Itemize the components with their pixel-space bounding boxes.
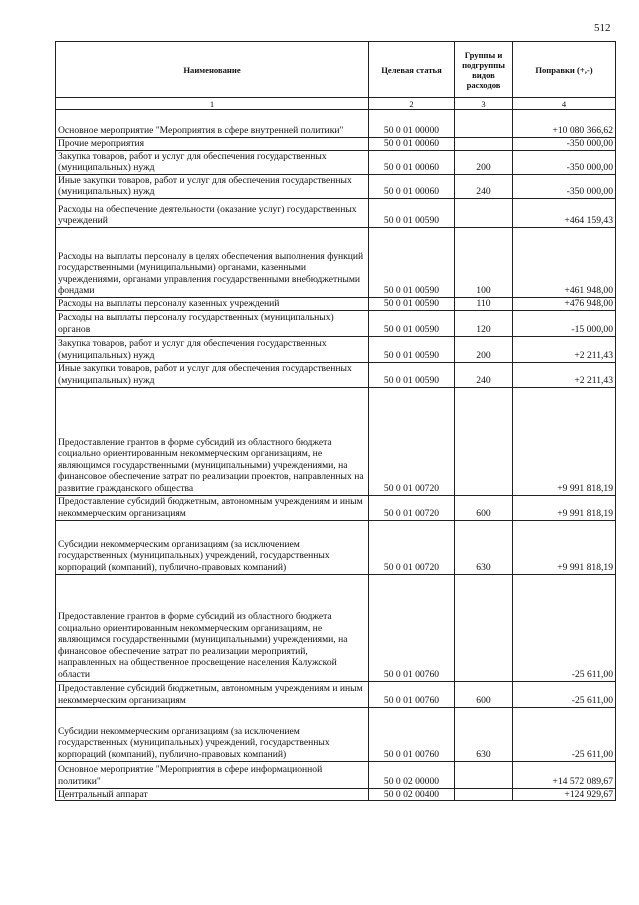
row-code-cell: 50 0 01 00720 <box>369 387 455 495</box>
row-code-cell: 50 0 01 00590 <box>369 362 455 387</box>
row-group-cell <box>455 387 513 495</box>
row-amount-cell: +464 159,43 <box>513 198 616 227</box>
header-name: Наименование <box>56 42 369 98</box>
row-name-cell: Расходы на обеспечение деятельности (оказание услуг) государственных учреждений <box>56 198 369 227</box>
row-group-cell <box>455 574 513 681</box>
row-amount-cell: +9 991 818,19 <box>513 520 616 574</box>
row-group-cell <box>455 138 513 151</box>
table-row <box>56 227 616 297</box>
row-group-cell: 630 <box>455 707 513 761</box>
column-number: 4 <box>513 98 616 110</box>
row-group-cell: 100 <box>455 227 513 297</box>
row-amount-cell: -15 000,00 <box>513 310 616 336</box>
row-name-cell: Предоставление субсидий бюджетным, автономным учреждениям и иным некоммерческим организациям <box>56 495 369 520</box>
row-name-cell: Субсидии некоммерческим организациям (за исключением государственных (муниципальных) учреждений, государственных корпораций (компаний), публично-правовых компаний) <box>56 707 369 761</box>
table-row <box>56 297 616 310</box>
row-amount-cell: +461 948,00 <box>513 227 616 297</box>
row-code-cell: 50 0 01 00590 <box>369 227 455 297</box>
table-row <box>56 495 616 520</box>
row-name-cell: Расходы на выплаты персоналу в целях обеспечения выполнения функций государственными (муниципальными) органами, казенными учреждениями, органами управления государственными внебюджетными фондами <box>56 227 369 297</box>
budget-amendments-table <box>55 41 616 801</box>
row-amount-cell: +10 080 366,62 <box>513 110 616 138</box>
row-code-cell: 50 0 01 00000 <box>369 110 455 138</box>
table-row <box>56 788 616 801</box>
row-amount-cell: +2 211,43 <box>513 362 616 387</box>
row-group-cell: 600 <box>455 495 513 520</box>
row-code-cell: 50 0 01 00590 <box>369 336 455 362</box>
table-row <box>56 681 616 707</box>
row-code-cell: 50 0 01 00060 <box>369 174 455 198</box>
header-code: Целевая статья <box>369 42 455 98</box>
row-code-cell: 50 0 02 00400 <box>369 788 455 801</box>
row-amount-cell: -25 611,00 <box>513 707 616 761</box>
row-code-cell: 50 0 01 00720 <box>369 520 455 574</box>
row-group-cell: 240 <box>455 362 513 387</box>
row-name-cell: Закупка товаров, работ и услуг для обеспечения государственных (муниципальных) нужд <box>56 150 369 174</box>
table-row <box>56 310 616 336</box>
row-group-cell <box>455 198 513 227</box>
row-group-cell: 200 <box>455 150 513 174</box>
table-row <box>56 387 616 495</box>
row-group-cell <box>455 761 513 788</box>
row-name-cell: Прочие мероприятия <box>56 138 369 151</box>
table-row <box>56 707 616 761</box>
table-row <box>56 174 616 198</box>
page-number: 512 <box>594 22 611 34</box>
row-name-cell: Расходы на выплаты персоналу государственных (муниципальных) органов <box>56 310 369 336</box>
row-name-cell: Предоставление грантов в форме субсидий из областного бюджета социально ориентированным некоммерческим организациям, не являющимся государственными (муниципальными) учреждениями, на финансовое обеспечение затрат по реализации мероприятий, направленных на общественное просвещение населения Калужской области <box>56 574 369 681</box>
table-row <box>56 138 616 151</box>
table-row <box>56 761 616 788</box>
row-amount-cell: -350 000,00 <box>513 150 616 174</box>
row-group-cell: 110 <box>455 297 513 310</box>
row-code-cell: 50 0 01 00590 <box>369 310 455 336</box>
table-row <box>56 574 616 681</box>
table-row <box>56 150 616 174</box>
row-group-cell: 120 <box>455 310 513 336</box>
row-code-cell: 50 0 01 00720 <box>369 495 455 520</box>
row-code-cell: 50 0 01 00590 <box>369 198 455 227</box>
row-code-cell: 50 0 01 00590 <box>369 297 455 310</box>
table-row <box>56 362 616 387</box>
row-group-cell: 630 <box>455 520 513 574</box>
row-group-cell: 240 <box>455 174 513 198</box>
column-number: 2 <box>369 98 455 110</box>
header-group: Группы и подгруппы видов расходов <box>455 42 513 98</box>
row-amount-cell: +9 991 818,19 <box>513 387 616 495</box>
row-code-cell: 50 0 01 00760 <box>369 574 455 681</box>
row-amount-cell: -350 000,00 <box>513 138 616 151</box>
row-name-cell: Центральный аппарат <box>56 788 369 801</box>
row-name-cell: Предоставление субсидий бюджетным, автономным учреждениям и иным некоммерческим организациям <box>56 681 369 707</box>
row-amount-cell: +124 929,67 <box>513 788 616 801</box>
header-amount: Поправки (+,-) <box>513 42 616 98</box>
row-amount-cell: +2 211,43 <box>513 336 616 362</box>
row-code-cell: 50 0 02 00000 <box>369 761 455 788</box>
table-row <box>56 110 616 138</box>
row-name-cell: Закупка товаров, работ и услуг для обеспечения государственных (муниципальных) нужд <box>56 336 369 362</box>
row-amount-cell: -350 000,00 <box>513 174 616 198</box>
row-name-cell: Основное мероприятие "Мероприятия в сфере информационной политики" <box>56 761 369 788</box>
column-number: 1 <box>56 98 369 110</box>
row-group-cell: 200 <box>455 336 513 362</box>
row-group-cell <box>455 110 513 138</box>
row-name-cell: Расходы на выплаты персоналу казенных учреждений <box>56 297 369 310</box>
row-amount-cell: -25 611,00 <box>513 681 616 707</box>
row-amount-cell: -25 611,00 <box>513 574 616 681</box>
table-header-row <box>56 42 616 98</box>
table-row <box>56 336 616 362</box>
row-name-cell: Иные закупки товаров, работ и услуг для обеспечения государственных (муниципальных) нужд <box>56 362 369 387</box>
table-row <box>56 198 616 227</box>
row-name-cell: Субсидии некоммерческим организациям (за исключением государственных (муниципальных) учреждений, государственных корпораций (компаний), публично-правовых компаний) <box>56 520 369 574</box>
row-amount-cell: +476 948,00 <box>513 297 616 310</box>
column-number: 3 <box>455 98 513 110</box>
table-row <box>56 520 616 574</box>
row-group-cell <box>455 788 513 801</box>
column-number-row <box>56 98 616 110</box>
row-name-cell: Основное мероприятие "Мероприятия в сфере внутренней политики" <box>56 110 369 138</box>
row-amount-cell: +9 991 818,19 <box>513 495 616 520</box>
row-group-cell: 600 <box>455 681 513 707</box>
row-code-cell: 50 0 01 00760 <box>369 707 455 761</box>
row-name-cell: Предоставление грантов в форме субсидий из областного бюджета социально ориентированным некоммерческим организациям, не являющимся государственными (муниципальными) учреждениями, на финансовое обеспечение затрат по реализации проектов, направленных на развитие гражданского общества <box>56 387 369 495</box>
row-name-cell: Иные закупки товаров, работ и услуг для обеспечения государственных (муниципальных) нужд <box>56 174 369 198</box>
row-code-cell: 50 0 01 00060 <box>369 138 455 151</box>
row-amount-cell: +14 572 089,67 <box>513 761 616 788</box>
row-code-cell: 50 0 01 00760 <box>369 681 455 707</box>
row-code-cell: 50 0 01 00060 <box>369 150 455 174</box>
